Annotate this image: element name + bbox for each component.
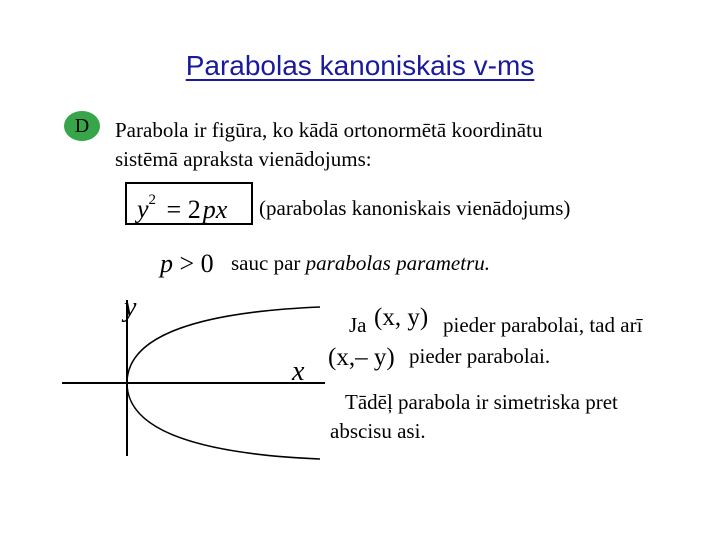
equation-px: px bbox=[202, 194, 228, 224]
parameter-text-prefix: sauc par bbox=[231, 251, 306, 275]
equation-y: y bbox=[137, 194, 149, 224]
point2-suffix: pieder parabolai. bbox=[409, 344, 551, 368]
definition-line-2: sistēmā apraksta vienādojums: bbox=[115, 147, 372, 171]
equation-note: (parabolas kanoniskais vienādojums) bbox=[259, 196, 571, 220]
condition-rest: > 0 bbox=[173, 249, 214, 278]
parabola-lower-branch bbox=[127, 383, 320, 459]
definition-badge: D bbox=[64, 111, 100, 141]
point-x-minus-y: (x,– y) bbox=[328, 344, 395, 371]
slide-title: Parabolas kanoniskais v-ms bbox=[185, 50, 535, 81]
definition-line-1: Parabola ir figūra, ko kādā ortonormētā koordinātu bbox=[115, 118, 543, 142]
if-prefix: Ja bbox=[349, 313, 367, 337]
equation-equals: = 2 bbox=[166, 194, 201, 224]
if-suffix: pieder parabolai, tad arī bbox=[443, 313, 643, 337]
conclusion-line-2: abscisu asi. bbox=[330, 419, 426, 443]
parameter-text-italic: parabolas parametru. bbox=[305, 251, 490, 275]
point-xy: (x, y) bbox=[374, 304, 429, 331]
equation-exponent: 2 bbox=[148, 192, 157, 208]
x-axis-label: x bbox=[292, 356, 305, 387]
y-axis-label: y bbox=[124, 292, 137, 323]
condition-p: p bbox=[160, 249, 173, 278]
conclusion-line-1: Tādēļ parabola ir simetriska pret bbox=[345, 390, 618, 414]
